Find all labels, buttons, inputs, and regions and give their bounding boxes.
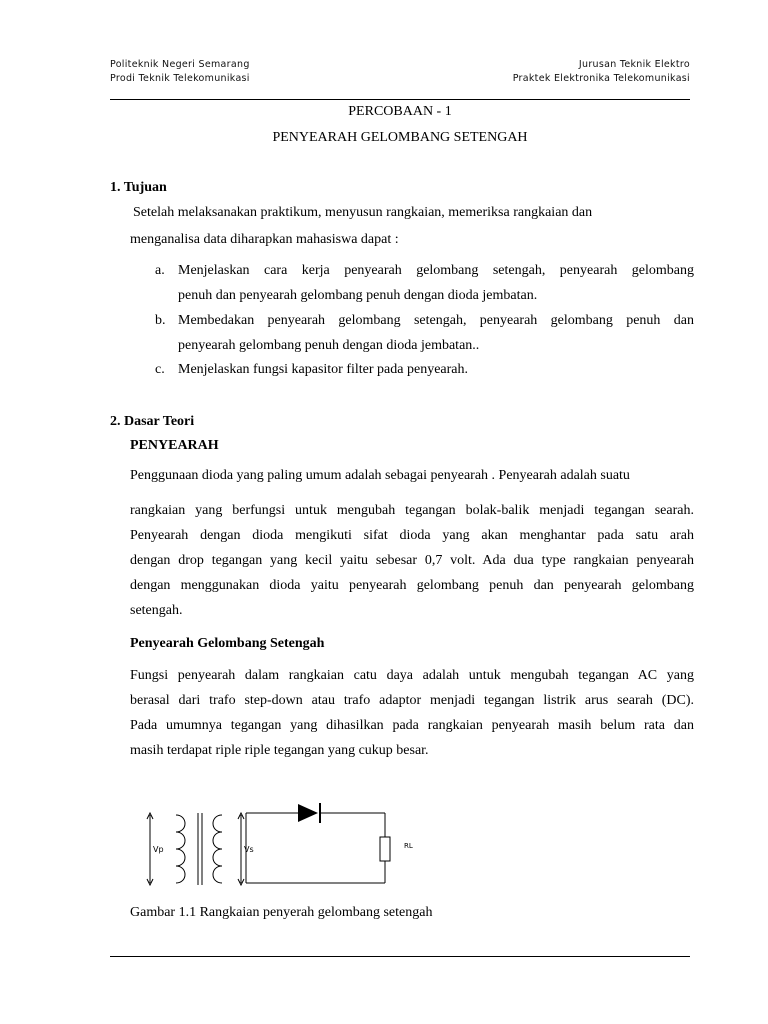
list-item-line: penuh dan penyearah gelombang penuh dengan dioda jembatan. — [178, 288, 538, 303]
page-subtitle: PENYEARAH GELOMBANG SETENGAH — [272, 130, 528, 145]
list-item-line: Membedakan penyearah gelombang setengah, penyearah gelombang penuh dan — [178, 313, 694, 328]
paragraph-line: masih terdapat riple riple tegangan yang cukup besar. — [130, 743, 429, 758]
paragraph-line: rangkaian yang berfungsi untuk mengubah tegangan bolak-balik menjadi tegangan searah. — [130, 503, 694, 518]
paragraph-line: dengan drop tegangan yang kecil yaitu sebesar 0,7 volt. Ada dua type rangkaian penyearah — [130, 553, 694, 568]
section-heading-dasar-teori: 2. Dasar Teori — [110, 414, 195, 429]
half-wave-rectifier-diagram — [140, 795, 430, 895]
list-item-line: Menjelaskan cara kerja penyearah gelombang setengah, penyearah gelombang — [178, 263, 694, 278]
subheading-half-wave: Penyearah Gelombang Setengah — [130, 636, 325, 651]
vs-label: Vs — [244, 845, 254, 854]
figure-caption: Gambar 1.1 Rangkaian penyerah gelombang setengah — [130, 905, 433, 920]
paragraph-line: dengan menggunakan dioda yaitu penyearah gelombang penuh dan penyearah gelombang — [130, 578, 694, 593]
footer-rule — [110, 956, 690, 957]
paragraph-line: Fungsi penyearah dalam rangkaian catu daya adalah untuk mengubah tegangan AC yang — [130, 668, 694, 683]
header-institution: Politeknik Negeri Semarang — [110, 59, 250, 70]
header-program: Prodi Teknik Telekomunikasi — [110, 73, 250, 84]
paragraph-line: setengah. — [130, 603, 183, 618]
header-course: Praktek Elektronika Telekomunikasi — [512, 73, 690, 84]
paragraph-line: Pada umumnya tegangan yang dihasilkan pada rangkaian penyearah masih belum rata dan — [130, 718, 694, 733]
subheading-penyearah: PENYEARAH — [130, 438, 219, 453]
header-department: Jurusan Teknik Elektro — [578, 59, 690, 70]
tujuan-intro-line: Setelah melaksanakan praktikum, menyusun rangkaian, memeriksa rangkaian dan — [133, 205, 593, 220]
diode-symbol — [298, 804, 318, 822]
vp-label: Vp — [153, 845, 164, 854]
tujuan-intro-line: menganalisa data diharapkan mahasiswa dapat : — [130, 232, 399, 247]
paragraph-line: berasal dari trafo step-down atau trafo adaptor menjadi tegangan listrik arus searah (DC). — [130, 693, 694, 708]
paragraph-line: Penyearah dengan dioda mengikuti sifat dioda yang akan menghantar pada satu arah — [130, 528, 694, 543]
list-item-line: penyearah gelombang penuh dengan dioda jembatan.. — [178, 338, 480, 353]
list-item-line: Menjelaskan fungsi kapasitor filter pada penyearah. — [178, 362, 469, 377]
list-marker: c. — [155, 362, 165, 377]
page-title: PERCOBAAN - 1 — [348, 104, 452, 119]
header-rule — [110, 99, 690, 100]
list-marker: b. — [155, 313, 166, 328]
paragraph-line: Penggunaan dioda yang paling umum adalah sebagai penyearah . Penyearah adalah suatu — [130, 468, 630, 483]
rl-label: RL — [404, 842, 413, 850]
section-heading-tujuan: 1. Tujuan — [110, 180, 167, 195]
list-marker: a. — [155, 263, 165, 278]
